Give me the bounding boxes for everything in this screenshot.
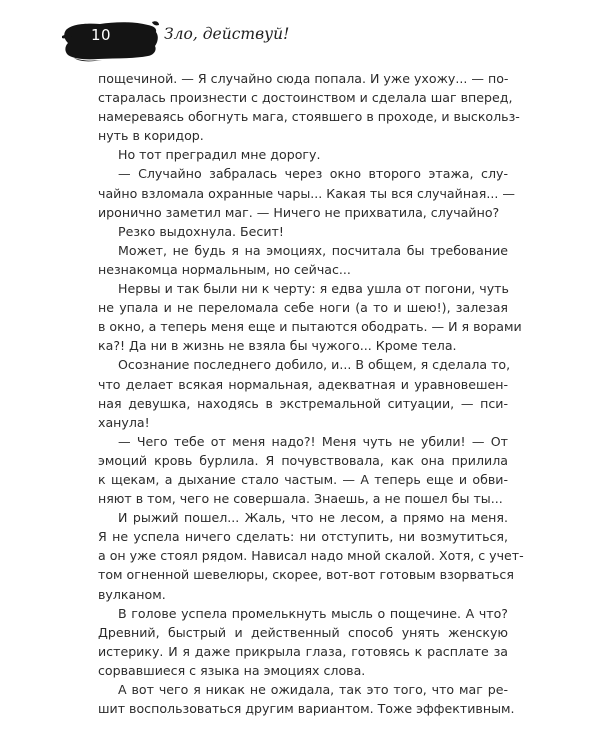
text-line: что делает всякая нормальная, адекватная и уравновешен- xyxy=(98,376,508,392)
text-line: Нервы и так были ни к черту: я едва ушла от погони, чуть xyxy=(118,281,509,297)
text-line: няют в том, чего не совершала. Знаешь, а не пошел бы ты... xyxy=(98,491,503,507)
text-line: Я не успела ничего сделать: ни отступить, ни возмутиться, xyxy=(98,529,508,545)
text-line: старалась произнести с достоинством и сделала шаг вперед, xyxy=(98,90,513,106)
text-line: пощечиной. — Я случайно сюда попала. И уже ухожу... — по- xyxy=(98,71,509,86)
body-text xyxy=(98,69,524,718)
text-line: В голове успела промелькнуть мысль о пощечине. А что? xyxy=(118,605,508,621)
text-line: намереваясь обогнуть мага, стоявшего в проходе, и выскольз- xyxy=(98,109,520,125)
text-line: Может, не будь я на эмоциях, посчитала бы требование xyxy=(118,242,508,258)
text-line: эмоций кровь бурлила. Я почувствовала, как она прилила xyxy=(98,452,508,468)
text-line: не упала и не переломала себе ноги (а то и шею!), залезая xyxy=(98,300,508,316)
text-line: нуть в коридор. xyxy=(98,128,204,144)
text-line: Резко выдохнула. Бесит! xyxy=(118,223,284,239)
text-line: ная девушка, находясь в экстремальной ситуации, — пси- xyxy=(98,395,508,411)
text-line: ханула! xyxy=(98,414,150,430)
text-line: в окно, а теперь меня еще и пытаются ободрать. — И я ворами xyxy=(98,319,522,335)
text-line: А вот чего я никак не ожидала, так это того, что маг ре- xyxy=(118,682,508,697)
text-line: Древний, быстрый и действенный способ унять женскую xyxy=(98,624,508,640)
text-line: вулканом. xyxy=(98,586,166,602)
text-line: И рыжий пошел... Жаль, что не лесом, а прямо на меня. xyxy=(118,510,508,526)
text-line: истерику. И я даже прикрыла глаза, готовясь к расплате за xyxy=(98,643,508,659)
text-line: том огненной шевелюры, скорее, вот-вот готовым взорваться xyxy=(98,567,514,583)
text-line: к щекам, а дыхание стало частым. — А теперь еще и обви- xyxy=(98,471,508,487)
running-title: Зло, действуй! xyxy=(164,25,290,43)
text-line: Осознание последнего добило, и... В общем, я сделала то, xyxy=(118,357,511,373)
text-line: — Случайно забралась через окно второго этажа, слу- xyxy=(118,166,508,182)
text-line: сорвавшиеся с языка на эмоциях слова. xyxy=(98,662,366,678)
page-number: 10 xyxy=(91,26,112,44)
text-line: шит воспользоваться другим вариантом. Тоже эффективным. xyxy=(98,701,515,717)
text-line: ка?! Да ни в жизнь не взяла бы чужого... Кроме тела. xyxy=(98,338,457,354)
text-line: чайно взломала охранные чары... Какая ты вся случайная... — xyxy=(98,185,515,201)
text-line: иронично заметил маг. — Ничего не прихватила, случайно? xyxy=(98,204,500,220)
text-line: — Чего тебе от меня надо?! Меня чуть не убили! — От xyxy=(118,433,508,449)
text-line: Но тот преградил мне дорогу. xyxy=(118,147,321,163)
page-header xyxy=(0,0,600,75)
text-line: незнакомца нормальным, но сейчас... xyxy=(98,261,351,277)
text-line: а он уже стоял рядом. Нависал надо мной скалой. Хотя, с учет- xyxy=(98,548,524,564)
